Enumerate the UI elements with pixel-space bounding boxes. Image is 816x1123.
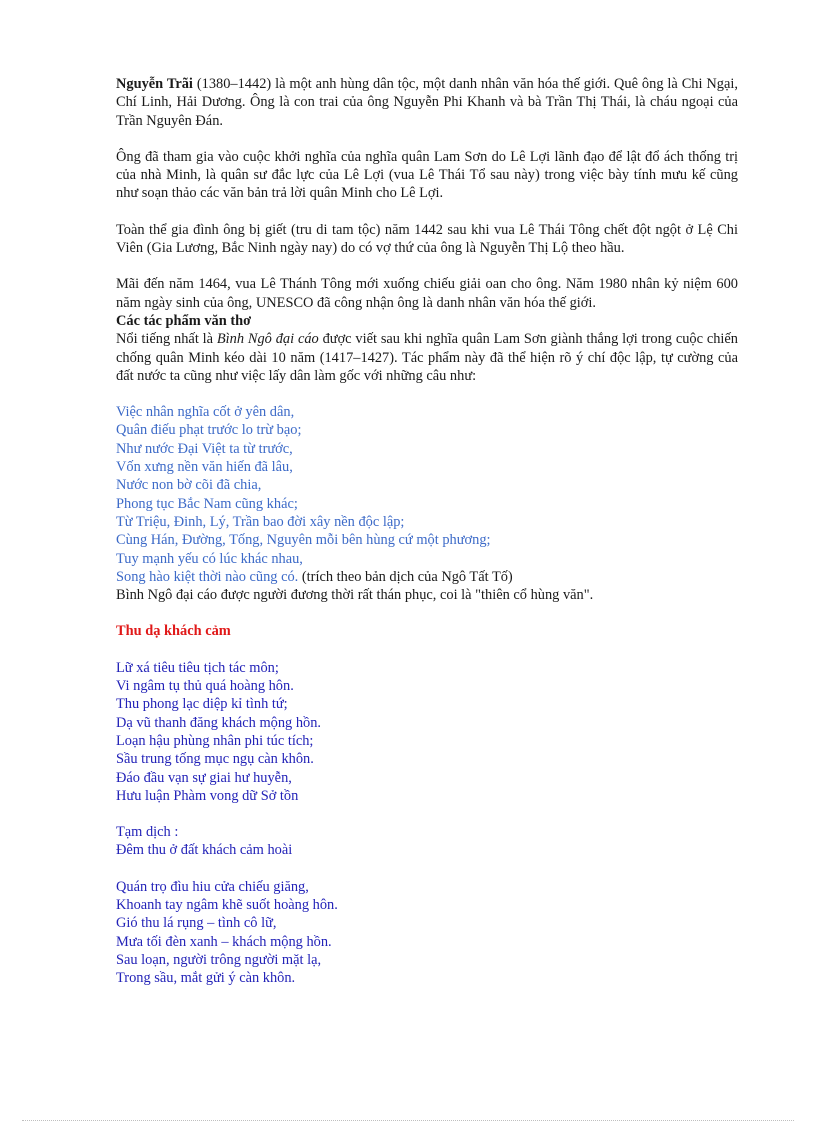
quote-line: Nước non bờ cõi đã chia, — [116, 477, 262, 494]
translation-line: Mưa tối đèn xanh – khách mộng hồn. — [116, 933, 332, 950]
works-paragraph: Nổi tiếng nhất là Bình Ngô đại cáo được viết sau khi nghĩa quân Lam Sơn giành thắng lợi trong cuộc chiến chống quân Minh kéo dài 10 năm (1417–1427). Tác phẩm này đã thể hiện rõ ý chí độc lập, tự cường của đất nước ta cũng như việc lấy dân làm gốc với những câu như: — [116, 331, 738, 384]
translation-line: Quán trọ đìu hiu cửa chiếu giăng, — [116, 878, 309, 895]
translation-line: Trong sầu, mắt gửi ý càn khôn. — [116, 970, 296, 987]
poem-block — [116, 659, 738, 988]
quote-line: Tuy mạnh yếu có lúc khác nhau, — [116, 550, 303, 567]
quote-line: Việc nhân nghĩa cốt ở yên dân, — [116, 404, 295, 421]
paragraph-execution: Toàn thể gia đình ông bị giết (tru di tam tộc) năm 1442 sau khi vua Lê Thái Tông chết đột ngột ở Lệ Chi Viên (Gia Lương, Bắc Ninh ngày nay) do có vợ thứ của ông là Nguyễn Thị Lộ theo hầu. — [116, 221, 738, 257]
quote-line: Cùng Hán, Đường, Tống, Nguyên mỗi bên hùng cứ một phương; — [116, 532, 491, 549]
paragraph-uprising: Ông đã tham gia vào cuộc khởi nghĩa của nghĩa quân Lam Sơn do Lê Lợi lãnh đạo để lật đổ ách thống trị của nhà Minh, là quân sư đắc lực của Lê Lợi (vua Lê Thái Tổ sau này) trong việc bày tính mưu kế cũng như soạn thảo các văn bản trả lời quân Minh cho Lê Lợi. — [116, 148, 738, 202]
quote-comment: Bình Ngô đại cáo được người đương thời rất thán phục, coi là "thiên cổ hùng văn". — [116, 587, 594, 604]
poem-line: Hưu luận Phàm vong dữ Sở tồn — [116, 787, 299, 804]
poem-line: Vi ngâm tụ thủ quá hoàng hôn. — [116, 678, 294, 695]
work-title: Bình Ngô đại cáo — [216, 331, 319, 348]
poem-line: Thu phong lạc diệp kỉ tình tứ; — [116, 696, 288, 713]
intro-paragraph — [116, 75, 738, 130]
quote-source: (trích theo bản dịch của Ngô Tất Tố) — [298, 568, 513, 585]
quote-line: Vốn xưng nền văn hiến đã lâu, — [116, 459, 293, 476]
quote-line: Từ Triệu, Đinh, Lý, Trần bao đời xây nền độc lập; — [116, 513, 405, 530]
poem-line: Dạ vũ thanh đăng khách mộng hồn. — [116, 714, 322, 731]
poem-line: Sầu trung tống mục ngụ càn khôn. — [116, 751, 314, 768]
quote-block — [116, 403, 738, 586]
translation-title: Đêm thu ở đất khách cảm hoài — [116, 842, 293, 859]
paragraph-exoneration: Mãi đến năm 1464, vua Lê Thánh Tông mới xuống chiếu giải oan cho ông. Năm 1980 nhân kỷ niệm 600 năm ngày sinh của ông, UNESCO đã công nhận ông là danh nhân văn hóa thế giới. — [116, 276, 738, 311]
page-bottom-divider — [22, 1120, 794, 1121]
translation-line: Sau loạn, người trông người mặt lạ, — [116, 951, 322, 968]
poem-line: Đáo đầu vạn sự giai hư huyễn, — [116, 769, 292, 786]
poem-title: Thu dạ khách cảm — [116, 623, 231, 640]
works-heading: Các tác phẩm văn thơ — [116, 312, 252, 329]
intro-text: (1380–1442) là một anh hùng dân tộc, một danh nhân văn hóa thế giới. Quê ông là Chi Ngại, Chí Linh, Hải Dương. Ông là con trai của ông Nguyễn Phi Khanh và bà Trần Thị Thái, là cháu ngoại của Trần Nguyên Đán. — [116, 76, 738, 129]
quote-line-last: Song hào kiệt thời nào cũng có. (trích theo bản dịch của Ngô Tất Tố) — [116, 568, 513, 585]
quote-line: Như nước Đại Việt ta từ trước, — [116, 440, 293, 457]
poem-line: Lữ xá tiêu tiêu tịch tác môn; — [116, 659, 279, 676]
document-page — [116, 75, 738, 987]
translation-line: Khoanh tay ngâm khẽ suốt hoàng hôn. — [116, 896, 338, 913]
quote-line: Phong tục Bắc Nam cũng khác; — [116, 495, 298, 512]
translation-line: Gió thu lá rụng – tình cô lữ, — [116, 915, 277, 932]
translation-label: Tạm dịch : — [116, 824, 179, 841]
author-name: Nguyễn Trãi — [116, 76, 193, 92]
poem-line: Loạn hậu phùng nhân phi túc tích; — [116, 732, 314, 749]
quote-line: Quân điếu phạt trước lo trừ bạo; — [116, 422, 302, 439]
